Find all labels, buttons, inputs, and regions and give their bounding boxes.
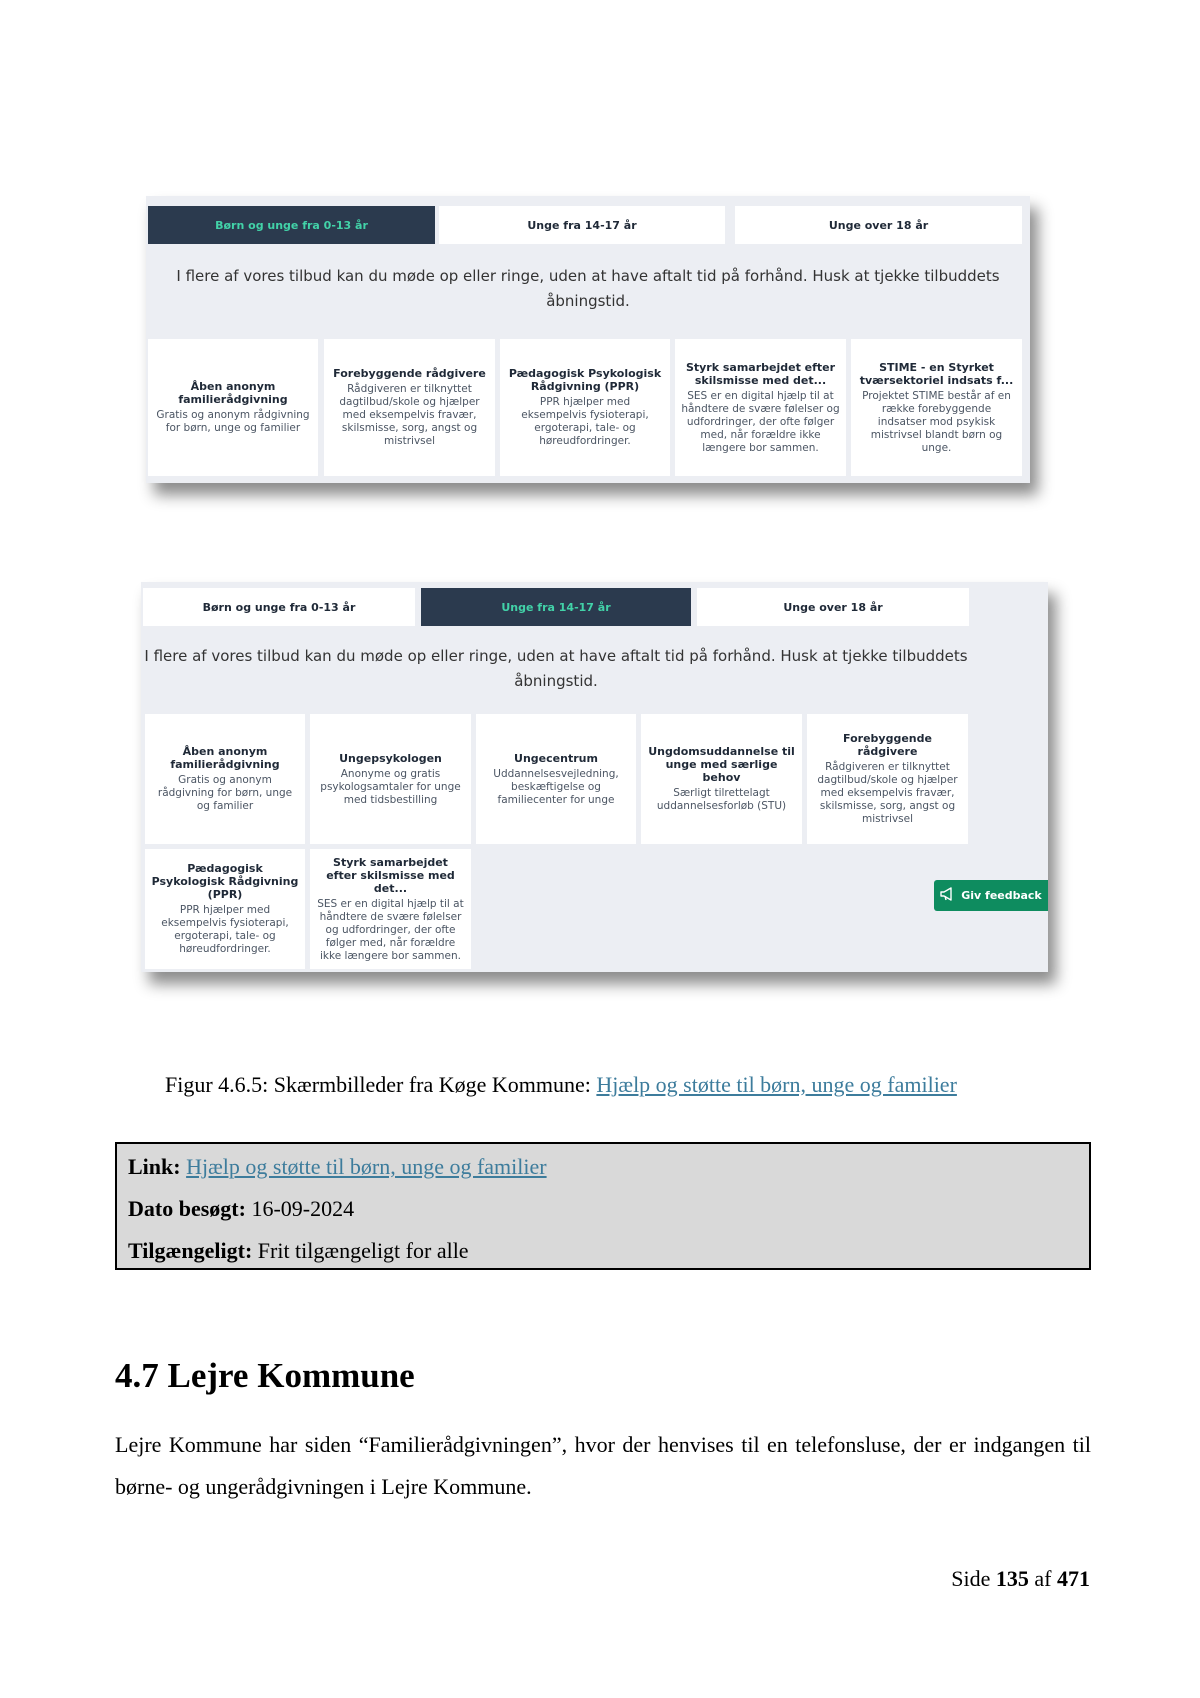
card-title: Ungecentrum [514, 751, 598, 765]
intro-text: I flere af vores tilbud kan du møde op eller ringe, uden at have aftalt tid på forhånd. Husk at tjekke tilbuddets åbningstid. [144, 647, 968, 690]
date-label: Dato besøgt: [128, 1196, 246, 1221]
card-description: Rådgiveren er tilknyttet dagtilbud/skole og hjælper med eksempelvis fravær, skilsmisse, sorg, angst og mistrivsel [339, 383, 480, 447]
access-value: Frit tilgængeligt for alle [257, 1238, 469, 1263]
link-label: Link: [128, 1154, 181, 1179]
card-description: Gratis og anonym rådgivning for børn, unge og familier [157, 774, 293, 812]
card-title: Ungepsykologen [339, 751, 442, 765]
info-row-access [128, 1230, 1078, 1272]
card-title: STIME - en Styrket tværsektoriel indsats f... [859, 360, 1014, 387]
card-title: Forebyggende rådgivere [333, 367, 486, 380]
card-description: PPR hjælper med eksempelvis fysioterapi, ergoterapi, tale- og høreudfordringer. [521, 396, 649, 447]
intro-text: I flere af vores tilbud kan du møde op eller ringe, uden at have aftalt tid på forhånd. Husk at tjekke tilbuddets åbningstid. [176, 267, 1000, 310]
screenshot-panel-2 [141, 582, 1048, 972]
feedback-label: Giv feedback [961, 889, 1042, 902]
page-number [880, 1564, 1090, 1594]
screenshot-panel-1 [146, 196, 1030, 483]
side-label: Side [951, 1566, 991, 1591]
feedback-button[interactable] [934, 880, 1048, 911]
card-ppr[interactable] [145, 849, 305, 969]
info-box [115, 1142, 1091, 1270]
card-ungecentrum[interactable] [476, 714, 636, 844]
card-description: Rådgiveren er tilknyttet dagtilbud/skole og hjælper med eksempelvis fravær, skilsmisse, sorg, angst og mistrivsel [817, 761, 958, 825]
tab-unge-over-18[interactable]: Unge over 18 år [697, 588, 969, 626]
info-row-date [128, 1188, 1078, 1230]
of-label: af [1034, 1566, 1052, 1591]
card-description: Særligt tilrettelagt uddannelsesforløb (STU) [656, 787, 787, 812]
card-description: SES er en digital hjælp til at håndtere de svære følelser og udfordringer, der ofte følger med, når forældre ikke længere bor sammen. [317, 897, 464, 962]
card-stime[interactable] [851, 339, 1022, 476]
megaphone-icon [940, 887, 956, 904]
figure-caption [165, 1070, 1065, 1100]
card-description: Gratis og anonym rådgivning for børn, unge og familier [156, 409, 310, 434]
card-title: Styrk samarbejdet efter skilsmisse med det... [685, 360, 836, 387]
section-heading: 4.7 Lejre Kommune [115, 1356, 415, 1395]
card-description: SES er en digital hjælp til at håndtere de svære følelser og udfordringer, der ofte følger med, når forældre ikke længere bor sammen. [681, 389, 840, 454]
card-forebyggende[interactable] [807, 714, 968, 844]
card-title: Åben anonym familierådgivning [170, 745, 280, 771]
tab-unge-14-17[interactable]: Unge fra 14-17 år [439, 206, 725, 244]
card-aaben-anonym[interactable] [145, 714, 305, 844]
card-ungepsykologen[interactable] [310, 714, 471, 844]
card-description: Projektet STIME består af en række forebyggende indsatser mod psykisk mistrivsel blandt børn og unge. [862, 389, 1011, 454]
date-value: 16-09-2024 [251, 1196, 355, 1221]
card-ses[interactable] [310, 849, 471, 969]
card-title: Styrk samarbejdet efter skilsmisse med det... [326, 855, 455, 895]
card-ppr[interactable] [500, 339, 670, 476]
caption-text: Figur 4.6.5: Skærmbilleder fra Køge Kommune: [165, 1072, 597, 1097]
card-description: PPR hjælper med eksempelvis fysioterapi, ergoterapi, tale- og høreudfordringer. [161, 904, 289, 955]
card-ses[interactable] [675, 339, 846, 476]
card-forebyggende[interactable] [324, 339, 495, 476]
card-title: Forebyggende rådgivere [843, 732, 932, 758]
access-label: Tilgængeligt: [128, 1238, 253, 1263]
card-ungdomsuddannelse[interactable] [641, 714, 802, 844]
card-title: Pædagogisk Psykologisk Rådgivning (PPR) [151, 862, 299, 901]
card-description: Anonyme og gratis psykologsamtaler for unge med tidsbestilling [320, 767, 461, 806]
tab-unge-over-18[interactable]: Unge over 18 år [735, 206, 1022, 244]
card-description: Uddannelsesvejledning, beskæftigelse og familiecenter for unge [493, 767, 619, 806]
info-link[interactable]: Hjælp og støtte til børn, unge og familier [186, 1154, 547, 1179]
tab-unge-14-17[interactable]: Unge fra 14-17 år [421, 588, 691, 626]
card-title: Ungdomsuddannelse til unge med særlige behov [648, 745, 795, 784]
card-title: Åben anonym familierådgivning [178, 380, 288, 406]
info-row-link [128, 1146, 1078, 1188]
section-paragraph: Lejre Kommune har siden “Familierådgivningen”, hvor der henvises til en telefonsluse, der er indgangen til børne- og ungerådgivningen i Lejre Kommune. [115, 1432, 1091, 1499]
card-title: Pædagogisk Psykologisk Rådgivning (PPR) [508, 367, 662, 393]
current-page: 135 [995, 1566, 1029, 1591]
card-aaben-anonym[interactable] [148, 339, 318, 476]
tab-born-0-13[interactable]: Børn og unge fra 0-13 år [148, 206, 435, 244]
tab-born-0-13[interactable]: Børn og unge fra 0-13 år [143, 588, 415, 626]
caption-link[interactable]: Hjælp og støtte til børn, unge og familier [596, 1072, 957, 1097]
total-pages: 471 [1057, 1566, 1090, 1591]
